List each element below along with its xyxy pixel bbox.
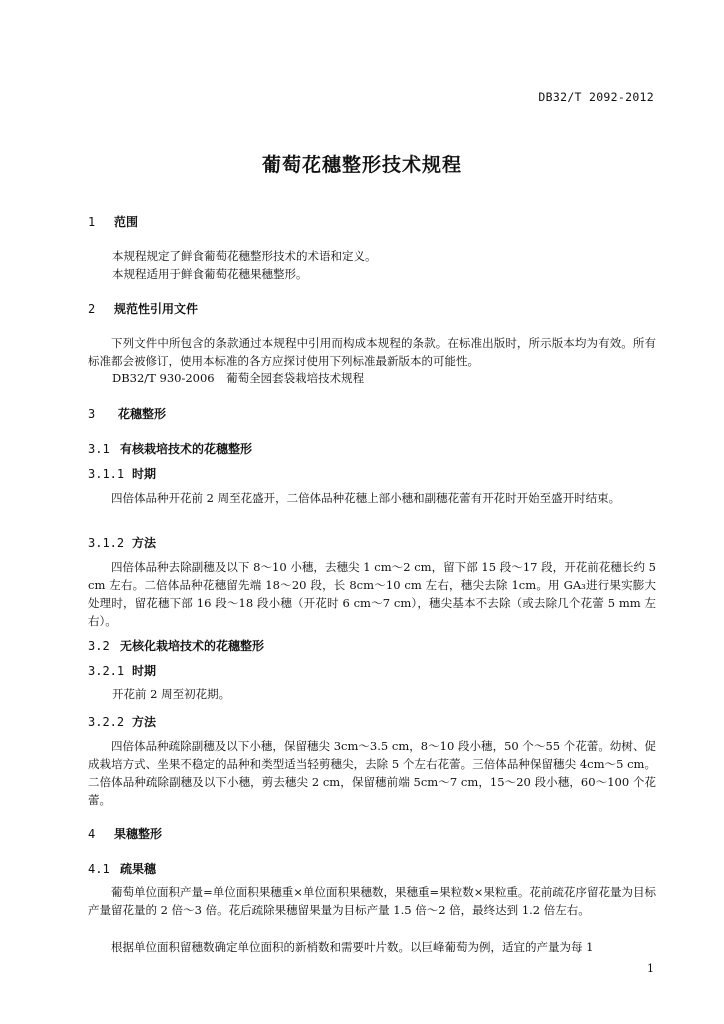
section-title: 时期 xyxy=(132,467,157,481)
document-title: 葡萄花穗整形技术规程 xyxy=(261,154,462,176)
section-number: 1 xyxy=(88,215,96,229)
section-title: 有核栽培技术的花穗整形 xyxy=(120,442,253,456)
section-title: 果穗整形 xyxy=(114,827,163,841)
section-number: 3.2.2 xyxy=(88,715,125,729)
section-4-1-paragraph-1: 葡萄单位面积产量=单位面积果穗重×单位面积果穗数，果穗重=果粒数×果粒重。花前疏花序留花量为目标产量留花量的 2 倍～3 倍。花后疏除果穗留果量为目标产量 1.5 倍～2 倍，最终达到 1.2 倍左右。 xyxy=(88,885,656,917)
standard-code: DB32/T 2092-2012 xyxy=(538,90,654,104)
section-4-heading xyxy=(88,825,162,842)
section-title: 方法 xyxy=(132,536,157,550)
section-number: 3.1.1 xyxy=(88,467,125,481)
scope-line-1: 本规程规定了鲜食葡萄花穗整形技术的术语和定义。 xyxy=(112,249,377,263)
section-number: 3.2 xyxy=(88,639,110,653)
section-1-heading xyxy=(88,213,138,230)
section-2-heading xyxy=(88,300,198,317)
section-title: 范围 xyxy=(114,215,139,229)
section-3-2-1-heading xyxy=(88,662,156,679)
section-4-1-paragraph-2: 根据单位面积留穗数确定单位面积的新梢数和需要叶片数。以巨峰葡萄为例，适宜的产量为每 1 xyxy=(111,940,594,954)
section-3-heading xyxy=(88,405,166,422)
section-3-1-heading xyxy=(88,440,252,457)
section-number: 3 xyxy=(88,407,96,421)
section-3-2-heading xyxy=(88,637,264,654)
page-number: 1 xyxy=(647,962,654,975)
section-title: 规范性引用文件 xyxy=(114,302,199,316)
section-number: 3.1 xyxy=(88,442,110,456)
section-number: 2 xyxy=(88,302,96,316)
section-title: 方法 xyxy=(132,715,157,729)
section-title: 时期 xyxy=(132,664,157,678)
section-number: 3.2.1 xyxy=(88,664,125,678)
normative-refs-paragraph: 下列文件中所包含的条款通过本规程中引用而构成本规程的条款。在标准出版时，所示版本均为有效。所有标准都会被修订，使用本标准的各方应探讨使用下列标准最新版本的可能性。 xyxy=(88,336,656,368)
section-number: 4 xyxy=(88,827,96,841)
section-number: 4.1 xyxy=(88,862,110,876)
section-title: 无核化栽培技术的花穗整形 xyxy=(120,639,265,653)
section-3-1-2-paragraph: 四倍体品种去除副穗及以下 8～10 小穗，去穗尖 1 cm～2 cm，留下部 15 段～17 段，开花前花穗长约 5 cm 左右。二倍体品种花穗留先端 18～20 段，长 8cm～10 cm 左右，穗尖去除 1cm。用 GA₃进行果实膨大处理时，留花穗下部 16 段～18 段小穗（开花时 6 cm～7 cm），穗尖基本不去除（或去除几个花蕾 5 mm 左右）。 xyxy=(88,560,656,628)
section-3-1-2-heading xyxy=(88,534,156,551)
section-3-2-2-heading xyxy=(88,713,156,730)
section-number: 3.1.2 xyxy=(88,536,125,550)
section-3-2-1-paragraph: 开花前 2 周至初花期。 xyxy=(112,687,231,701)
section-3-1-1-heading xyxy=(88,465,156,482)
section-3-1-1-paragraph: 四倍体品种开花前 2 周至花盛开，二倍体品种花穗上部小穗和副穗花蕾有开花时开始至盛开时结束。 xyxy=(111,491,621,505)
section-title: 花穗整形 xyxy=(118,407,167,421)
section-3-2-2-paragraph: 四倍体品种疏除副穗及以下小穗，保留穗尖 3cm～3.5 cm，8～10 段小穗，50 个～55 个花蕾。幼树、促成栽培方式、坐果不稳定的品种和类型适当轻剪穗尖，去除 5 个左右花蕾。三倍体品种保留穗尖 4cm～5 cm。二倍体品种疏除副穗及以下小穗，剪去穗尖 2 cm，保留穗前端 5cm～7 cm，15～20 段小穗，60～100 个花蕾。 xyxy=(88,739,656,807)
scope-line-2: 本规程适用于鲜食葡萄花穗果穗整形。 xyxy=(112,267,308,281)
section-title: 疏果穗 xyxy=(120,862,157,876)
section-4-1-heading xyxy=(88,860,156,877)
referenced-standard: DB32/T 930-2006 葡萄全园套袋栽培技术规程 xyxy=(112,371,365,385)
